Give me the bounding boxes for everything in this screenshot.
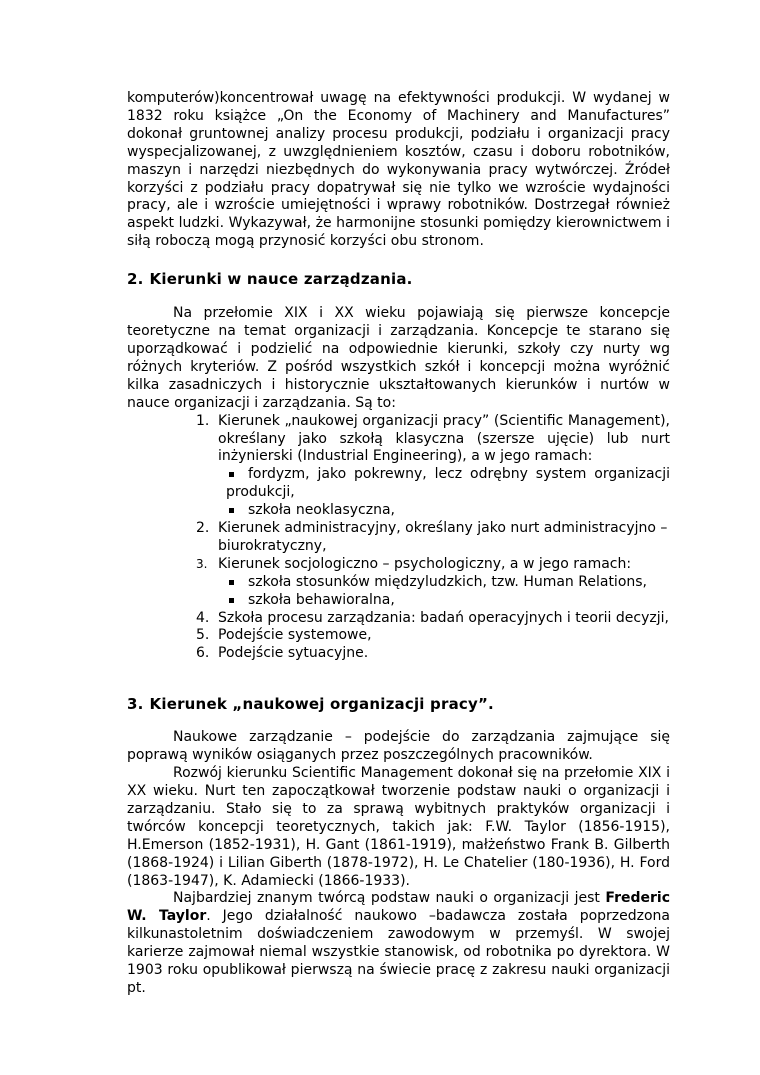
taylor-body-text: . Jego działalność naukowo –badawcza została poprzedzona kilkunastoletnim doświadczeniem zawodowym w przemyśl. W swojej karierze zajmował niemal wszystkie stanowisk, od robotnika po dyrektora. W 1903 roku opublikował pierwszą na świecie pracę z zakresu nauki organizacji pt. [127,908,671,996]
list-item [196,610,670,628]
sub-list [218,466,670,520]
list-item [196,413,670,520]
list-item-number: 2. [196,520,210,537]
list-item [196,556,670,610]
taylor-intro-text: Najbardziej znanym twórcą podstaw nauki o organizacji jest [173,890,606,907]
list-item-text: Szkoła procesu zarządzania: badań operacyjnych i teorii decyzji, [218,609,669,626]
list-item-number: 3. [196,556,208,571]
sub-list-item: szkoła stosunków międzyludzkich, tzw. Human Relations, [226,574,670,592]
list-item [196,520,670,556]
list-item-number: 5. [196,627,210,644]
list-item [196,627,670,645]
list-item-number: 1. [196,412,210,429]
list-item-text: Podejście systemowe, [218,627,372,644]
list-item-number: 4. [196,609,210,626]
intro-paragraph: komputerów)koncentrował uwagę na efektywności produkcji. W wydanej w 1832 roku książce „On the Economy of Machinery and Manufactures” dokonał gruntownej analizy procesu produkcji, podziału i organizacji pracy wyspecjalizowanej, z uwzględnieniem kosztów, czasu i doboru robotników, maszyn i narzędzi niezbędnych do wykonywania pracy wytwórczej. Źródeł korzyści z podziału pracy dopatrywał się nie tylko we wzroście wydajności pracy, ale i wzroście umiejętności i wprawy robotników. Dostrzegał również aspekt ludzki. Wykazywał, że harmonijne stosunki pomiędzy kierownictwem i siłą roboczą mogą przynosić korzyści obu stronom. [127,90,670,250]
sub-list-item: fordyzm, jako pokrewny, lecz odrębny system organizacji produkcji, [226,466,670,501]
list-item-text: Kierunek „naukowej organizacji pracy” (Scientific Management), określany jako szkołą klasyczna (szersze ujęcie) lub nurt inżynierski (Industrial Engineering), a w jego ramach: [218,412,670,465]
section-2-number: 2. [127,270,144,289]
section-3-paragraph-3 [127,890,670,997]
section-3-paragraph-2: Rozwój kierunku Scientific Management dokonał się na przełomie XIX i XX wieku. Nurt ten zapoczątkował tworzenie podstaw nauki o organizacji i zarządzaniu. Stało się to za sprawą wybitnych praktyków organizacji i twórców koncepcji teoretycznych, takich jak: F.W. Taylor (1856-1915), H.Emerson (1852-1931), H. Gant (1861-1919), małżeństwo Frank B. Gilberth (1868-1924) i Lilian Giberth (1878-1972), H. Le Chatelier (180-1936), H. Ford (1863-1947), K. Adamiecki (1866-1933). [127,765,670,889]
sub-list-item: szkoła behawioralna, [226,592,670,610]
sub-list-item: szkoła neoklasyczna, [226,502,670,520]
sub-list [218,574,670,610]
section-2-paragraph: Na przełomie XIX i XX wieku pojawiają się pierwsze koncepcje teoretyczne na temat organizacji i zarządzania. Koncepcje te starano się uporządkować i podzielić na odpowiednie kierunki, szkoły czy nurty wg różnych kryteriów. Z pośród wszystkich szkół i koncepcji można wyróżnić kilka zasadniczych i historycznie ukształtowanych kierunków i nurtów w nauce organizacji i zarządzania. Są to: [127,305,670,411]
section-3-number: 3. [127,695,144,714]
section-3-heading [127,694,670,714]
list-item-number: 6. [196,645,210,662]
list-item-text: Kierunek administracyjny, określany jako nurt administracyjno – biurokratyczny, [218,520,668,554]
section-2-heading [127,269,670,289]
list-item-text: Podejście sytuacyjne. [218,645,369,662]
list-item-text: Kierunek socjologiczno – psychologiczny, a w jego ramach: [218,555,632,572]
section-3-paragraph-1: Naukowe zarządzanie – podejście do zarządzania zajmujące się poprawą wyników osiąganych przez poszczególnych pracowników. [127,729,670,764]
taylor-name: Frederic W. Taylor [127,890,670,925]
section-3-title: Kierunek „naukowej organizacji pracy”. [149,695,494,714]
document-body [127,90,670,998]
section-2-title: Kierunki w nauce zarządzania. [149,270,413,289]
list-item [196,645,670,663]
directions-list [127,413,670,664]
